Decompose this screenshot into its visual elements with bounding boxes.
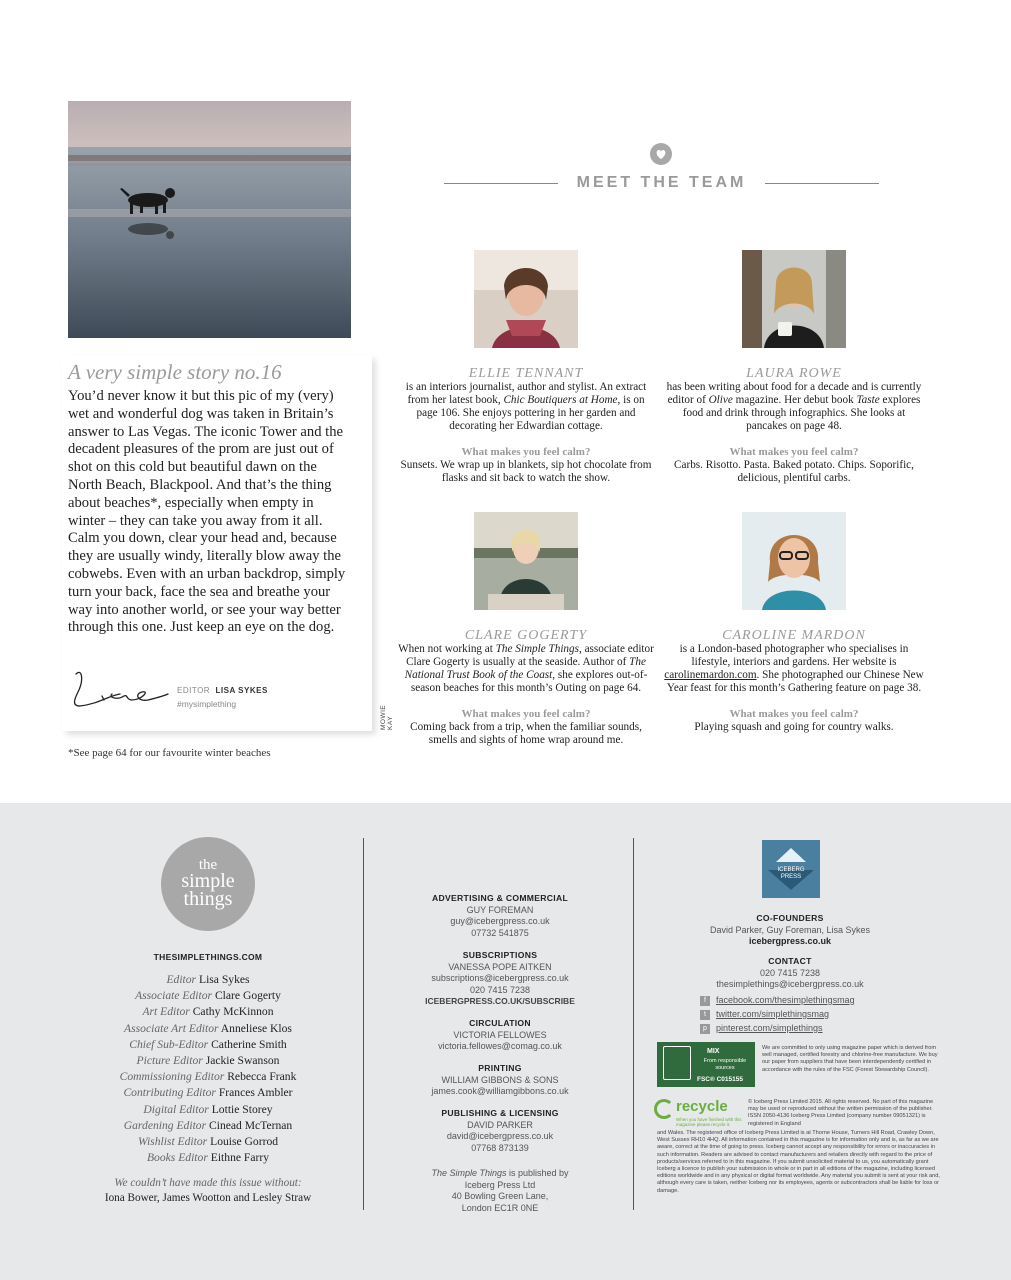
staff-row: Contributing Editor Frances Ambler <box>123 1086 293 1100</box>
fsc-statement: We are committed to only using magazine paper which is derived from well managed, certified forestry and chlorine-free manufacture. We buy our paper from suppliers that have been interdependently certified in accordance with the rules of the FSC (Forest Stewardship Council). <box>762 1045 938 1073</box>
team-heading-text: MEET THE TEAM <box>576 174 747 191</box>
staff-row: Wishlist Editor Louise Gorrod <box>137 1135 279 1149</box>
publishing-block: PUBLISHING & LICENSING DAVID PARKER david@icebergpress.co.uk 07768 873139 <box>400 1108 600 1154</box>
staff-row: Chief Sub-Editor Catherine Smith <box>129 1037 287 1051</box>
member-bio: has been writing about food for a decade and is currently editor of Olive magazine. Her debut book Taste explores food and drink through infographics. She looks at pancakes on page 48. <box>666 381 922 432</box>
staff-row: Commissioning Editor Rebecca Frank <box>119 1070 297 1084</box>
facebook-icon: f <box>700 996 710 1006</box>
member-name: LAURA ROWE <box>746 366 842 381</box>
staff-row: Associate Art Editor Anneliese Klos <box>124 1021 292 1035</box>
advertising-block: ADVERTISING & COMMERCIAL GUY FOREMAN guy@icebergpress.co.uk 07732 541875 <box>400 893 600 939</box>
fsc-logo: MIX From responsible sources FSC® C015155 <box>657 1042 755 1087</box>
site-url[interactable]: THESIMPLETHINGS.COM <box>153 952 263 962</box>
hashtag: #mysimplething <box>177 699 237 709</box>
recycle-logo: recycle When you have finished with this magazine please recycle it. <box>654 1097 744 1127</box>
fsc-tree-icon <box>663 1046 691 1080</box>
story-body: You’d never know it but this pic of my (very) wet and wonderful dog was taken in Britain’s answer to Las Vegas. The iconic Tower and the decadent pleasures of the prom are just out of shot on this cold but beautiful dawn on the North Beach, Blackpool. And that’s the thing about beaches*, especially when empty in winter – they can take you away from it all. Calm you down, clear your head and, because they are usually windy, literally blow away the cobwebs. Even with an urban backdrop, simply turn your back, face the sea and breathe your way into another world, or see your way better through this one. Just keep an eye on the dog. <box>68 388 346 636</box>
member-question: What makes you feel calm? <box>729 708 859 720</box>
staff-row: Editor Lisa Sykes <box>166 973 250 986</box>
heading-rule-right <box>765 183 879 184</box>
publisher-address: The Simple Things is published by Iceberg Press Ltd 40 Bowling Green Lane, London EC1R 0NE <box>431 1168 569 1213</box>
the-simple-things-logo: the simple things <box>161 837 255 931</box>
caroline-portrait <box>742 512 846 610</box>
circulation-block: CIRCULATION VICTORIA FELLOWES victoria.fellowes@comag.co.uk <box>400 1018 600 1053</box>
team-heading <box>444 174 879 194</box>
staff-row: Art Editor Cathy McKinnon <box>142 1005 274 1019</box>
member-bio: When not working at The Simple Things, associate editor Clare Gogerty is usually at the seaside. Author of The National Trust Book of the Coast, she explores out-of-season beaches for this month’s Outing on page 64. <box>398 643 654 694</box>
member-question: What makes you feel calm? <box>729 446 859 458</box>
member-question: What makes you feel calm? <box>461 446 591 458</box>
beach-dog-photo <box>68 101 351 338</box>
member-caroline-mardon <box>664 512 924 734</box>
member-name: CLARE GOGERTY <box>464 628 588 643</box>
legal-copyright: © Iceberg Press Limited 2015. All rights reserved. No part of this magazine may be used or reproduced without the written permission of the publisher. ISSN 2050-4136 Iceberg Press Limited (company number 09051321) is registered in England <box>748 1099 934 1127</box>
printing-block: PRINTING WILLIAM GIBBONS & SONS james.cook@williamgibbons.co.uk <box>400 1063 600 1098</box>
member-question: What makes you feel calm? <box>461 708 591 720</box>
cofounders-block: CO-FOUNDERS David Parker, Guy Foreman, Lisa Sykes icebergpress.co.uk <box>690 913 890 948</box>
story-title: A very simple story no.16 <box>68 360 282 384</box>
lisa-signature-icon <box>68 666 172 712</box>
member-name: ELLIE TENNANT <box>468 366 584 381</box>
svg-text:ICEBERG: ICEBERG <box>777 867 805 873</box>
contact-email[interactable]: thesimplethings@icebergpress.co.uk <box>716 979 864 989</box>
subscribe-link[interactable]: ICEBERGPRESS.CO.UK/SUBSCRIBE <box>425 996 575 1006</box>
caroline-website-link[interactable]: carolinemardon.com <box>664 669 757 681</box>
ellie-portrait <box>474 250 578 348</box>
facebook-link[interactable]: f facebook.com/thesimplethingsmag <box>700 995 900 1006</box>
twitter-link[interactable]: t twitter.com/simplethingsmag <box>700 1009 900 1020</box>
staff-row: Books Editor Eithne Farry <box>146 1151 270 1165</box>
editor-name: LISA SYKES <box>215 686 268 695</box>
clare-portrait <box>474 512 578 610</box>
subscriptions-email[interactable]: subscriptions@icebergpress.co.uk <box>431 973 569 983</box>
advertising-email[interactable]: guy@icebergpress.co.uk <box>450 916 550 926</box>
member-answer: Sunsets. We wrap up in blankets, sip hot chocolate from flasks and sit back to watch the show. <box>400 459 652 484</box>
staff-row: Picture Editor Jackie Swanson <box>136 1054 280 1068</box>
publishing-email[interactable]: david@icebergpress.co.uk <box>446 1131 554 1141</box>
recycle-icon <box>654 1099 674 1119</box>
column-divider-right <box>633 838 634 1210</box>
member-laura-rowe <box>664 250 924 485</box>
iceberg-press-logo <box>762 840 820 898</box>
subscriptions-block: SUBSCRIPTIONS VANESSA POPE AITKEN subscriptions@icebergpress.co.uk 020 7415 7238 ICEBERGPRESS.CO.UK/SUBSCRIBE <box>400 950 600 1008</box>
member-clare-gogerty <box>396 512 656 747</box>
contact-block: CONTACT 020 7415 7238 thesimplethings@icebergpress.co.uk <box>690 956 890 991</box>
staff-list <box>88 972 328 1166</box>
staff-row: Digital Editor Lottie Storey <box>143 1102 273 1116</box>
member-bio: is a London-based photographer who specialises in lifestyle, interiors and gardens. Her website is carolinemardon.com. She photographed our Chinese New Year feast for this month’s Gathering feature on page 38. <box>664 643 924 694</box>
printing-email[interactable]: james.cook@williamgibbons.co.uk <box>431 1086 569 1096</box>
pinterest-link[interactable]: p pinterest.com/simplethings <box>700 1023 900 1034</box>
thanks: We couldn’t have made this issue without: Iona Bower, James Wootton and Lesley Straw <box>104 1177 312 1204</box>
photo-credit: MOWIE KAY <box>380 704 394 730</box>
pinterest-icon: p <box>700 1024 710 1034</box>
member-bio: is an interiors journalist, author and stylist. An extract from her latest book, Chic Boutiquers at Home, is on page 106. She enjoys pottering in her garden and decorating her Edwardian cottage. <box>405 381 647 432</box>
member-answer: Playing squash and going for country walks. <box>694 721 894 733</box>
column-divider-left <box>363 838 364 1210</box>
member-name: CAROLINE MARDON <box>722 628 866 643</box>
editor-credit <box>177 686 268 695</box>
member-answer: Coming back from a trip, when the familiar sounds, smells and sights of home wrap around me. <box>410 721 642 746</box>
circulation-email[interactable]: victoria.fellowes@comag.co.uk <box>438 1041 562 1051</box>
staff-row: Gardening Editor Cinead McTernan <box>123 1118 293 1132</box>
heart-icon <box>650 143 672 165</box>
legal-text: and Wales. The registered office of Iceberg Press Limited is at Thorne House, Turners Hill Road, Crawley Down, West Sussex RH10 4HQ. All information contained in this magazine is for information only and is, as far as we are aware, correct at the time of going to press. Iceberg cannot accept any responsibility for errors or inaccuracies in such information. Readers are advised to contact manufacturers and retailers directly with regard to the price of products/services referred to in this magazine. If you submit unsolicited material to us, you automatically grant Iceberg a licence to publish your submission in whole or in part in all editions of the magazine, including licensed editions worldwide and in any physical or digital format worldwide. Any material you submit is sent at your risk and, although every care is taken, neither Iceberg nor its employees, agents or subcontractors shall be liable for loss or damage. <box>657 1130 940 1194</box>
svg-text:PRESS: PRESS <box>780 874 802 880</box>
member-answer: Carbs. Risotto. Pasta. Baked potato. Chips. Soporific, delicious, plentiful carbs. <box>674 459 914 484</box>
iceberg-site-link[interactable]: icebergpress.co.uk <box>748 936 832 946</box>
member-ellie-tennant <box>396 250 656 485</box>
editor-label: EDITOR <box>177 686 211 695</box>
staff-row: Associate Editor Clare Gogerty <box>135 989 281 1003</box>
twitter-icon: t <box>700 1010 710 1020</box>
laura-portrait <box>742 250 846 348</box>
footnote: *See page 64 for our favourite winter beaches <box>68 747 271 759</box>
